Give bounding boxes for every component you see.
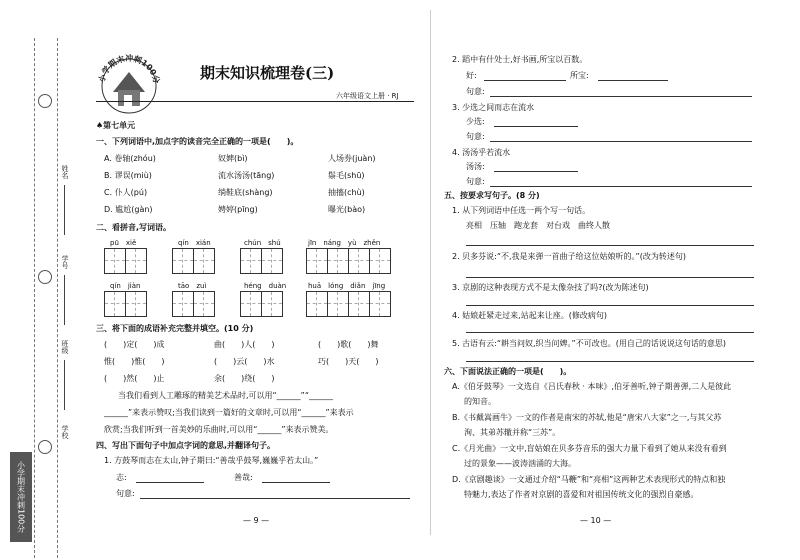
pinyin-label: qín xián: [178, 239, 211, 247]
q2-title: 二、看拼音,写词语。: [96, 223, 172, 232]
idiom-blank[interactable]: 曲( )人( ): [214, 340, 275, 349]
q1-option: 人场券(juàn): [328, 154, 376, 163]
pinyin-label: tāo zuì: [178, 282, 207, 290]
q4-item: 2. 蹈中有什处士,好书画,所宝以百数。: [452, 55, 588, 64]
answer-line[interactable]: [466, 332, 754, 333]
series-logo: [96, 50, 162, 116]
binding-hole: [38, 94, 52, 108]
field-label: 句意:: [466, 132, 485, 141]
field-label: 好:: [466, 71, 477, 80]
q5-item: 3. 京剧的这种表现方式不是太像杂技了吗?(改为陈述句): [452, 283, 649, 292]
answer-box[interactable]: [306, 291, 391, 317]
answer-line[interactable]: [466, 361, 754, 362]
field-label: 少选:: [466, 117, 485, 126]
class-label: 班级: [61, 340, 69, 354]
page-number: — 9 —: [243, 516, 270, 525]
field-label: 志:: [116, 473, 127, 482]
class-line[interactable]: [64, 360, 65, 410]
field-label: 句意:: [116, 489, 135, 498]
answer-box[interactable]: [172, 248, 215, 274]
answer-line[interactable]: [494, 171, 578, 172]
name-label: 姓名: [61, 165, 69, 179]
idiom-blank[interactable]: ( )然( )止: [104, 374, 165, 383]
q6-option[interactable]: B.《书戴嵩画牛》一文的作者是南宋的苏轼,他是“唐宋八大家”之一,与其父苏: [452, 413, 722, 422]
answer-line[interactable]: [598, 80, 668, 81]
answer-box[interactable]: [240, 248, 283, 274]
pinyin-label: pū xiě: [110, 239, 137, 247]
pinyin-label: qín jiàn: [110, 282, 141, 290]
q5-title: 五、按要求写句子。(8 分): [444, 191, 540, 200]
pinyin-label: jīn náng yù zhěn: [308, 239, 381, 247]
idiom-blank[interactable]: ( )云( )水: [214, 357, 275, 366]
q1-option: A. 卷轴(zhóu): [104, 154, 156, 163]
pinyin-label: huā lóng diǎn jīng: [308, 282, 386, 290]
page-title: 期末知识梳理卷(三): [200, 64, 335, 82]
answer-line[interactable]: [466, 305, 754, 306]
q4-item: 4. 汤汤乎若流水: [452, 148, 511, 157]
q1-option: B. 谬误(miù): [104, 171, 152, 180]
q1-option: 鬃毛(shū): [328, 171, 365, 180]
q4-item: 3. 少选之间而志在流水: [452, 103, 535, 112]
q3-paragraph: 欣赏;当我们听到一首美妙的乐曲时,可以用“______”来表示赞美。: [104, 425, 334, 434]
school-label: 学校: [61, 425, 69, 439]
answer-box[interactable]: [306, 248, 391, 274]
field-label: 汤汤:: [466, 162, 485, 171]
page-divider: [430, 10, 431, 535]
idiom-blank[interactable]: ( )定( )成: [104, 340, 165, 349]
q6-option-cont: 洵、其弟苏辙并称“三苏”。: [464, 428, 561, 437]
answer-line[interactable]: [140, 498, 410, 499]
binding-strip: [34, 38, 58, 558]
idiom-blank[interactable]: ( )歌( )舞: [318, 340, 379, 349]
id-line[interactable]: [64, 275, 65, 325]
pinyin-label: héng duàn: [244, 282, 287, 290]
q6-option[interactable]: D.《京剧趣谈》一文通过介绍“马鞭”和“亮相”这两种艺术表现形式的特点和独: [452, 475, 726, 484]
id-label: 学号: [61, 255, 69, 269]
q6-option-cont: 过的景象——波涛汹涌的大海。: [464, 459, 576, 468]
q1-option: 娉婷(pīng): [218, 205, 258, 214]
answer-line[interactable]: [494, 126, 578, 127]
logo-text: 小学期末冲刺100分: [97, 53, 162, 85]
grade-label: 六年级语文上册 · RJ: [336, 92, 399, 100]
answer-line[interactable]: [490, 141, 752, 142]
q6-option-cont: 特魅力,表达了作者对京剧的喜爱和对祖国传统文化的强烈自豪感。: [464, 490, 699, 499]
idiom-blank[interactable]: 巧( )天( ): [318, 357, 379, 366]
idiom-blank[interactable]: 惟( )惟( ): [104, 357, 165, 366]
header-rule: [96, 101, 414, 102]
unit-heading: ♠第七单元: [96, 121, 136, 130]
q4-item: 1. 方鼓琴而志在太山,钟子期曰:“善哉乎鼓琴,巍巍乎若太山。”: [104, 456, 319, 465]
q4-title: 四、写出下面句子中加点字词的意思,并翻译句子。: [96, 441, 276, 450]
answer-line[interactable]: [136, 482, 204, 483]
q6-option[interactable]: A.《伯牙鼓琴》一文选自《吕氏春秋 · 本味》,伯牙善听,钟子期善弹,二人是彼此: [452, 382, 732, 391]
brand-label: 小学期末冲刺100分: [10, 452, 32, 542]
q3-paragraph: 当我们看到人工雕琢的精美艺术品时,可以用“______”“______: [118, 391, 333, 400]
field-label: 句意:: [466, 177, 485, 186]
answer-line[interactable]: [490, 96, 752, 97]
answer-box[interactable]: [172, 291, 215, 317]
q5-item: 5. 古语有云:“耕当问奴,织当问婢。”不可改也。(用自己的话说说这句话的意思): [452, 339, 726, 348]
field-label: 善哉:: [234, 473, 253, 482]
q1-option: 流水汤汤(tāng): [218, 171, 275, 180]
answer-box[interactable]: [240, 291, 283, 317]
q1-option: D. 尴尬(gàn): [104, 205, 153, 214]
q5-item: 4. 姑娘赶紧走过来,站起来让座。(修改病句): [452, 311, 607, 320]
answer-line[interactable]: [466, 245, 754, 246]
q1-option: 曝光(bào): [328, 205, 366, 214]
answer-box[interactable]: [104, 291, 147, 317]
q6-title: 六、下面说法正确的一项是( )。: [444, 367, 572, 376]
field-label: 所宝:: [570, 71, 589, 80]
q3-paragraph: ______”来表示赞叹;当我们读到一篇好的文章时,可以用“______”来表示: [104, 408, 354, 417]
q6-option-cont: 的知音。: [464, 397, 496, 406]
field-label: 句意:: [466, 87, 485, 96]
answer-box[interactable]: [104, 248, 147, 274]
binding-hole: [38, 440, 52, 454]
pinyin-label: chún shú: [244, 239, 281, 247]
page-number: — 10 —: [580, 516, 612, 525]
q6-option[interactable]: C.《月光曲》一文中,盲姑娘在贝多芬音乐的强大力量下看到了她从来没有看到: [452, 444, 727, 453]
q5-item: 2. 贝多芬说:“不,我是来弹一首曲子给这位姑娘听的。”(改为转述句): [452, 252, 686, 261]
q3-title: 三、将下面的成语补充完整并填空。(10 分): [96, 324, 254, 333]
binding-hole: [38, 270, 52, 284]
q1-option: 绱鞋底(shàng): [218, 188, 273, 197]
q1-option: C. 仆人(pú): [104, 188, 148, 197]
q5-item: 1. 从下列词语中任选一两个写一句话。: [452, 206, 591, 215]
answer-line[interactable]: [466, 277, 754, 278]
answer-line[interactable]: [262, 482, 330, 483]
answer-line[interactable]: [484, 80, 566, 81]
q1-title: 一、下列词语中,加点字的读音完全正确的一项是( )。: [96, 137, 299, 146]
idiom-blank[interactable]: 余( )绕( ): [214, 374, 275, 383]
name-line[interactable]: [64, 185, 65, 235]
q5-words: 亮相 压轴 跑龙套 对台戏 曲终人散: [466, 221, 610, 230]
q1-option: 抽搐(chù): [328, 188, 365, 197]
q1-option: 奴婢(bì): [218, 154, 248, 163]
answer-line[interactable]: [490, 186, 752, 187]
